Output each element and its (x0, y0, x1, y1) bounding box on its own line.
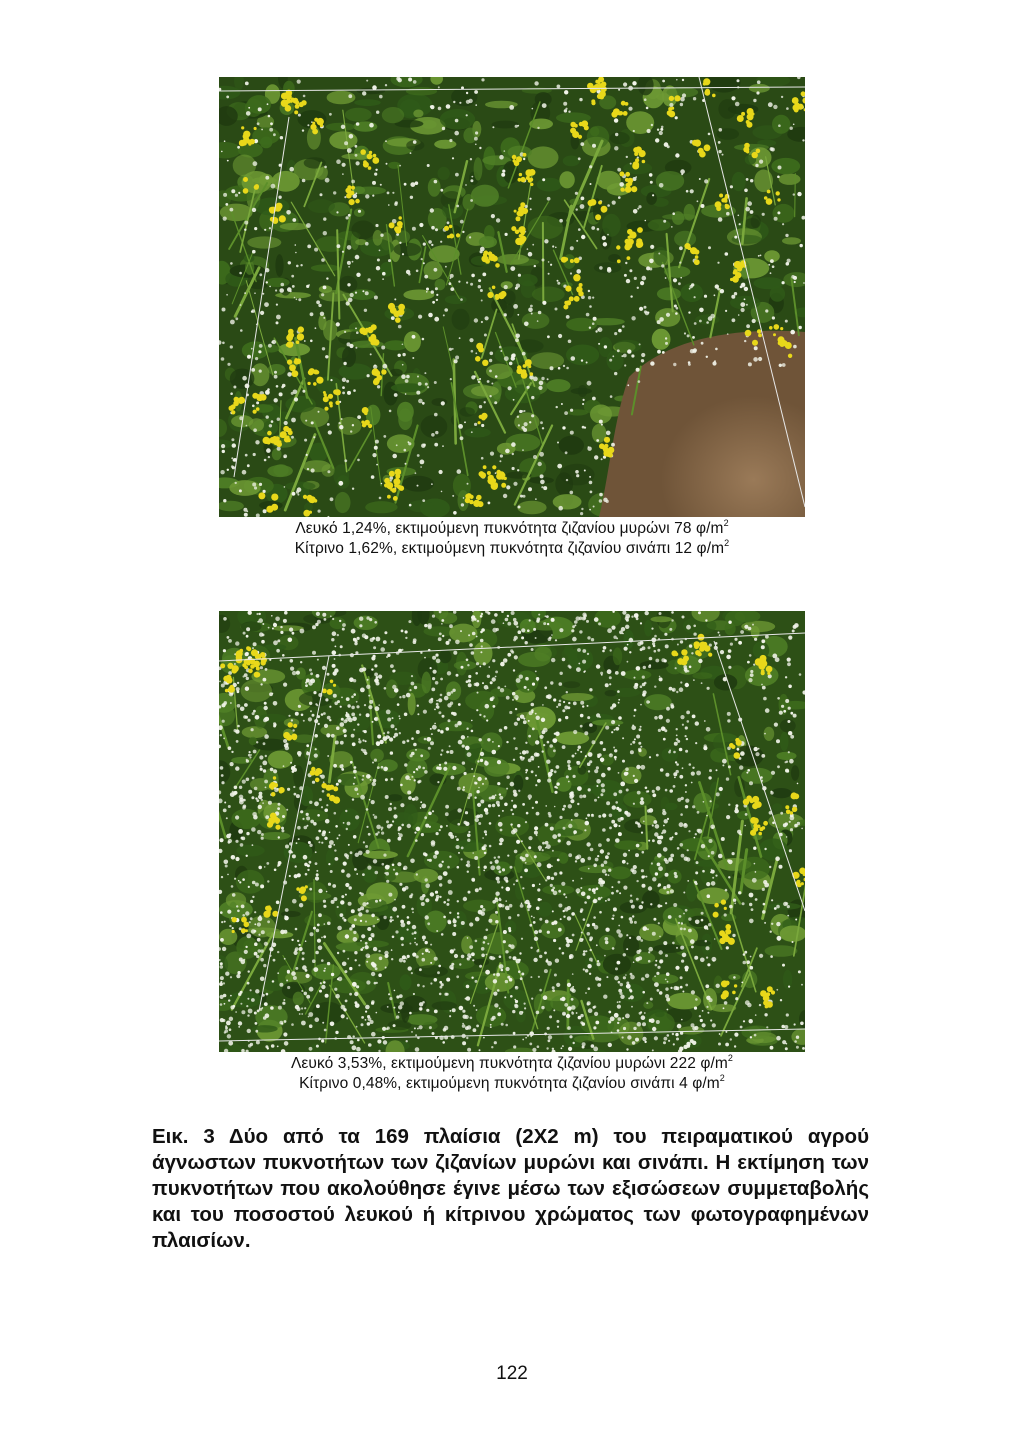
photo-1-caption-line-yellow: Κίτρινο 1,62%, εκτιμούμενη πυκνότητα ζιζανίου σινάπι 12 $\varphi/m^2$ (294, 538, 730, 557)
photo-2-caption (219, 1054, 805, 1094)
photo-1-caption-line-white: Λευκό 1,24%, εκτιμούμενη πυκνότητα ζιζανίου μυρώνι 78 $\varphi/m^2$ (295, 518, 729, 537)
photo-2-caption-line-yellow: Κίτρινο 0,48%, εκτιμούμενη πυκνότητα ζιζανίου σινάπι 4 $\varphi/m^2$ (299, 1073, 725, 1092)
field-photo-1 (219, 77, 805, 517)
weed-plot-image-2 (219, 611, 805, 1052)
page-number: 122 (496, 1363, 528, 1384)
photo-1-caption (219, 519, 805, 559)
field-photo-2 (219, 611, 805, 1052)
figure-caption: Εικ. 3 Δύο από τα 169 πλαίσια (2Χ2 m) του πειραματικού αγρού άγνωστων πυκνοτήτων των ζιζανίων μυρώνι και σινάπι. Η εκτίμηση των πυκνοτήτων που ακολούθησε έγινε μέσω των εξισώσεων συμμεταβολής και του ποσοστού λευκού ή κίτρινου χρώματος των φωτογραφημένων πλαισίων. (152, 1125, 869, 1252)
photo-2-caption-line-white: Λευκό 3,53%, εκτιμούμενη πυκνότητα ζιζανίου μυρώνι 222 $\varphi/m^2$ (290, 1053, 734, 1072)
weed-plot-image-1 (219, 77, 805, 517)
